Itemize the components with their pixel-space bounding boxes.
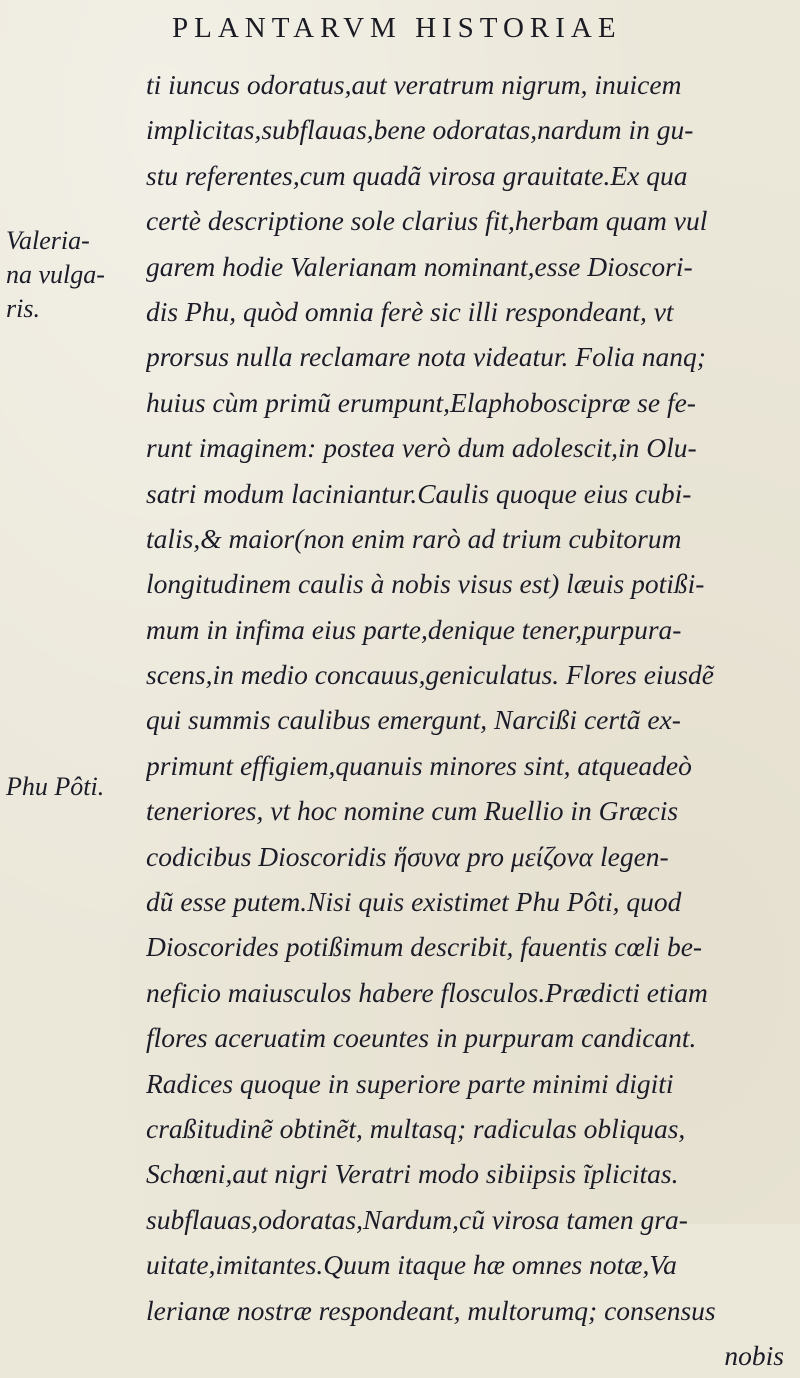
text-line: primunt effigiem,quanuis minores sint, atqueadeò xyxy=(146,749,692,781)
margin-note-line: ris. xyxy=(6,294,40,323)
text-line: craßitudinẽ obtinẽt, multasq; radiculas obliquas, xyxy=(146,1112,686,1144)
text-line: prorsus nulla reclamare nota videatur. Folia nanq; xyxy=(146,341,706,373)
text-line: talis,& maior(non enim rarò ad trium cubitorum xyxy=(146,522,682,554)
margin-note-valeriana xyxy=(6,224,105,326)
text-line: implicitas,subflauas,bene odoratas,nardum in gu- xyxy=(146,114,694,146)
text-line: stu referentes,cum quadã virosa grauitate.Ex qua xyxy=(146,159,688,191)
text-line: garem hodie Valerianam nominant,esse Dioscori- xyxy=(146,250,693,282)
text-line: codicibus Dioscoridis ἥσυνα pro μείζονα legen- xyxy=(146,840,669,872)
text-line: mum in infima eius parte,denique tener,purpura- xyxy=(146,613,682,645)
text-line: lerianæ nostræ respondeant, multorumq; consensus xyxy=(146,1294,716,1326)
margin-note-line: Valeria- xyxy=(6,226,90,255)
running-head: PLANTARVM HISTORIAE xyxy=(172,12,622,44)
text-line: longitudinem caulis à nobis visus est) læuis potißi- xyxy=(146,568,705,600)
margin-note-line: Phu Pôti. xyxy=(6,772,105,801)
text-line: satri modum laciniantur.Caulis quoque eius cubi- xyxy=(146,477,692,509)
text-line: scens,in medio concauus,geniculatus. Flores eiusdẽ xyxy=(146,659,714,691)
margin-note-phu-poti xyxy=(6,770,104,804)
text-line: uitate,imitantes.Quum itaque hæ omnes notæ,Va xyxy=(146,1249,677,1281)
text-line: neficio maiusculos habere flosculos.Prædicti etiam xyxy=(146,976,708,1008)
text-line: qui summis caulibus emergunt, Narcißi certã ex- xyxy=(146,704,681,736)
text-line: runt imaginem: postea verò dum adolescit,in Olu- xyxy=(146,432,697,464)
text-line: Radices quoque in superiore parte minimi digiti xyxy=(146,1067,674,1099)
text-line: dis Phu, quòd omnia ferè sic illi respondeant, vt xyxy=(146,295,674,327)
text-line: Schœni,aut nigri Veratri modo sibiipsis ĩplicitas. xyxy=(146,1158,679,1190)
text-line: Dioscorides potißimum describit, fauentis cœli be- xyxy=(146,931,703,963)
text-line: certè descriptione sole clarius fit,herbam quam vul xyxy=(146,205,708,237)
catchword: nobis xyxy=(724,1339,784,1371)
text-line: teneriores, vt hoc nomine cum Ruellio in Græcis xyxy=(146,795,679,827)
text-line: flores aceruatim coeuntes in purpuram candicant. xyxy=(146,1022,697,1054)
text-line: dũ esse putem.Nisi quis existimet Phu Pôti, quod xyxy=(146,886,682,918)
margin-note-line: na vulga- xyxy=(6,260,105,289)
text-line: ti iuncus odoratus,aut veratrum nigrum, inuicem xyxy=(146,69,682,100)
paper-specks xyxy=(190,1180,250,1193)
text-line: subflauas,odoratas,Nardum,cũ virosa tamen gra- xyxy=(146,1203,688,1235)
text-line: huius cùm primũ erumpunt,Elaphoboscipræ se fe- xyxy=(146,386,696,418)
